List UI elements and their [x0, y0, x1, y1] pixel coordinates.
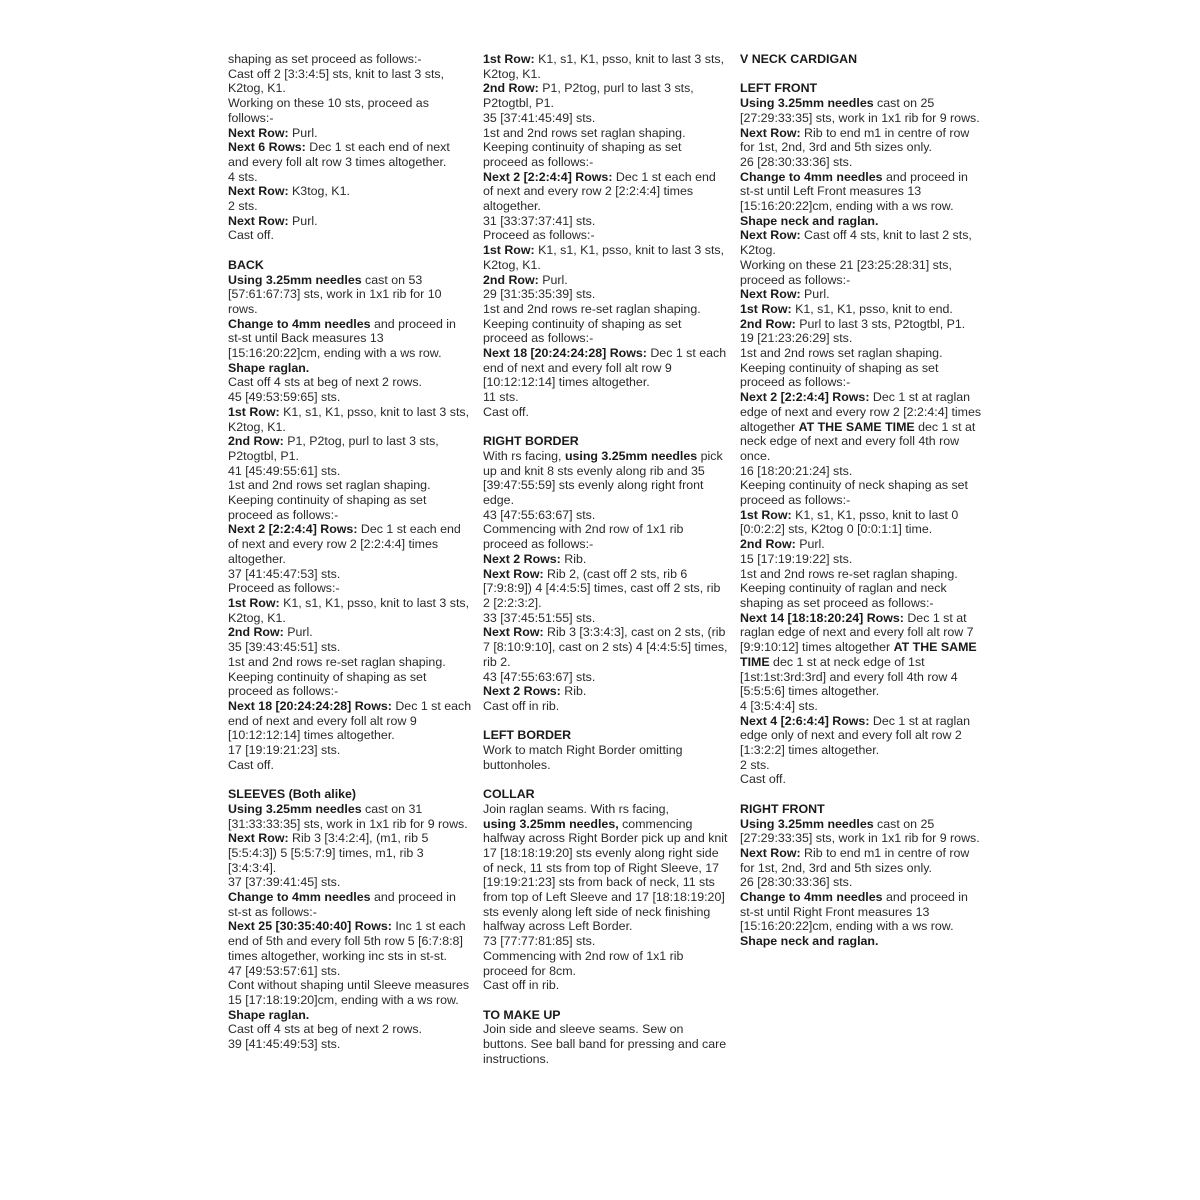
instruction-keyword: Using 3.25mm needles: [740, 96, 874, 111]
section-gap: [740, 67, 985, 82]
instruction-text: Purl.: [288, 125, 318, 140]
instruction-keyword: using 3.25mm needles: [564, 448, 698, 463]
instruction-text: 26 [28:30:33:36] sts.: [740, 875, 853, 890]
instruction-line: [228, 919, 473, 963]
instruction-text: Purl.: [538, 272, 568, 287]
instruction-text: Join raglan seams. With rs facing,: [483, 801, 669, 816]
instruction-text: Cast off 4 sts at beg of next 2 rows.: [228, 1022, 422, 1037]
instruction-line: [228, 478, 473, 493]
instruction-text: K1, s1, K1, psso, knit to last 3 sts, K2tog, K1.: [483, 52, 725, 81]
instruction-text: 31 [33:37:37:41] sts.: [483, 213, 596, 228]
instruction-line: [740, 346, 985, 361]
instruction-line: [483, 817, 728, 935]
instruction-text: 1st and 2nd rows set raglan shaping.: [740, 346, 943, 361]
instruction-line: [483, 81, 728, 110]
instruction-text: K1, s1, K1, psso, knit to last 0 [0:0:2:2] sts, K2tog 0 [0:0:1:1] time.: [740, 507, 959, 537]
instruction-text: Rib.: [560, 551, 587, 566]
instruction-line: [228, 670, 473, 699]
instruction-text: Dec 1 st each end of next and every row 2 [2:2:4:4] times altogether.: [228, 522, 461, 566]
instruction-line: [483, 302, 728, 317]
instruction-text: 33 [37:45:51:55] sts.: [483, 610, 596, 625]
instruction-line: [228, 522, 473, 566]
section-heading: Shape raglan.: [228, 1007, 310, 1022]
instruction-text: Cast off.: [483, 404, 529, 419]
instruction-keyword: Change to 4mm needles: [740, 169, 883, 184]
instruction-keyword: Using 3.25mm needles: [228, 801, 362, 816]
instruction-text: Keeping continuity of shaping as set proceed as follows:-: [740, 360, 939, 390]
instruction-text: P1, P2tog, purl to last 3 sts, P2togtbl, P1.: [228, 434, 439, 463]
instruction-text: Proceed as follows:-: [483, 228, 595, 243]
section-gap: [483, 993, 728, 1008]
instruction-keyword: AT THE SAME TIME: [798, 419, 915, 434]
instruction-text: 1st and 2nd rows re-set raglan shaping.: [740, 566, 958, 581]
instruction-line: [483, 552, 728, 567]
instruction-line: [483, 934, 728, 949]
instruction-text: Inc 1 st each end of 5th and every foll 5th row 5 [6:7:8:8] times altogether, working inc sts in st-st.: [228, 919, 466, 963]
instruction-line: [740, 552, 985, 567]
instruction-text: 37 [37:39:41:45] sts.: [228, 875, 341, 890]
instruction-line: [228, 184, 473, 199]
instruction-line: [483, 52, 728, 81]
instruction-line: [228, 1022, 473, 1037]
instruction-text: 45 [49:53:59:65] sts.: [228, 390, 341, 405]
instruction-line: [228, 699, 473, 743]
instruction-text: commencing halfway across Right Border pick up and knit 17 [18:18:19:20] sts evenly along right side of neck, 11 sts from top of Right Sleeve, 17 [19:19:21:23] sts from back of neck, 11 sts from top of Left Sleeve and 17 [18:18:19:20] sts evenly along left side of neck finishing halfway across Left Border.: [483, 816, 728, 934]
instruction-text: With rs facing,: [483, 448, 565, 463]
instruction-line: [483, 170, 728, 214]
instruction-keyword: 2nd Row:: [483, 272, 539, 287]
instruction-keyword: Next Row:: [483, 566, 544, 581]
instruction-keyword: Next Row:: [740, 845, 801, 860]
section-heading: TO MAKE UP: [483, 1007, 561, 1022]
instruction-text: 2 sts.: [740, 757, 770, 772]
instruction-keyword: Next Row:: [228, 213, 289, 228]
instruction-line: [483, 243, 728, 272]
instruction-text: Dec 1 st each end of next and every foll alt row 9 [10:12:12:14] times altogether.: [228, 698, 472, 743]
instruction-keyword: 1st Row:: [228, 596, 280, 610]
section-heading: V NECK CARDIGAN: [740, 52, 858, 66]
instruction-keyword: Next 14 [18:18:20:24] Rows:: [740, 610, 904, 625]
instruction-line: [740, 875, 985, 890]
instruction-line: [740, 464, 985, 479]
instruction-line: [228, 405, 473, 434]
instruction-text: 19 [21:23:26:29] sts.: [740, 331, 853, 346]
instruction-text: Keeping continuity of shaping as set proceed as follows:-: [483, 316, 682, 346]
instruction-text: and proceed in st-st as follows:-: [228, 890, 456, 919]
instruction-keyword: Next 6 Rows:: [228, 140, 306, 155]
instruction-text: 29 [31:35:35:39] sts.: [483, 287, 596, 302]
instruction-line: [228, 67, 473, 96]
instruction-keyword: Change to 4mm needles: [228, 316, 371, 331]
instruction-line: [740, 228, 985, 257]
instruction-line: [483, 684, 728, 699]
instruction-text: Cast off in rib.: [483, 698, 560, 713]
instruction-text: Purl.: [288, 213, 318, 228]
column-right: [740, 52, 985, 949]
instruction-text: 1st and 2nd rows re-set raglan shaping.: [228, 654, 446, 669]
instruction-text: Keeping continuity of raglan and neck shaping as set proceed as follows:-: [740, 581, 947, 610]
instruction-text: P1, P2tog, purl to last 3 sts, P2togtbl, P1.: [483, 81, 694, 111]
instruction-text: 73 [77:77:81:85] sts.: [483, 934, 596, 949]
section-heading: RIGHT BORDER: [483, 434, 579, 449]
instruction-text: 43 [47:55:63:67] sts.: [483, 507, 596, 522]
instruction-line: [228, 890, 473, 919]
section-heading: SLEEVES (Both alike): [228, 787, 357, 802]
instruction-text: and proceed in st-st until Right Front measures 13 [15:16:20:22]cm, ending with a ws row.: [740, 890, 968, 934]
instruction-keyword: 2nd Row:: [740, 316, 796, 331]
instruction-line: [740, 611, 985, 699]
instruction-line: [740, 287, 985, 302]
instruction-line: [228, 375, 473, 390]
instruction-keyword: Next 25 [30:35:40:40] Rows:: [228, 919, 392, 934]
instruction-line: [228, 214, 473, 229]
instruction-text: Dec 1 st at raglan edge only of next and every foll alt row 2 [1:3:2:2] times altogether.: [740, 713, 971, 758]
section-heading: RIGHT FRONT: [740, 801, 825, 816]
instruction-keyword: Using 3.25mm needles: [228, 272, 362, 287]
instruction-line: [740, 331, 985, 346]
instruction-line: [483, 802, 728, 817]
instruction-text: Working on these 10 sts, proceed as follows:-: [228, 96, 429, 125]
instruction-line: [740, 890, 985, 934]
instruction-line: [740, 390, 985, 464]
instruction-text: Rib 2, (cast off 2 sts, rib 6 [7:9:8:9]) 4 [4:4:5:5] times, cast off 2 sts, rib 2 [2:2:3:2].: [483, 566, 721, 610]
instruction-line: [740, 170, 985, 214]
section-heading: Shape neck and raglan.: [740, 934, 879, 949]
instruction-line: [228, 317, 473, 361]
instruction-line: [228, 596, 473, 625]
instruction-line: [483, 508, 728, 523]
instruction-line: [228, 581, 473, 596]
instruction-keyword: Next 18 [20:24:24:28] Rows:: [228, 698, 392, 713]
instruction-keyword: Next 2 [2:2:4:4] Rows:: [740, 390, 870, 405]
instruction-line: [740, 699, 985, 714]
instruction-line: [483, 317, 728, 346]
instruction-line: [228, 964, 473, 979]
instruction-keyword: Next Row:: [740, 125, 801, 140]
instruction-text: 39 [41:45:49:53] sts.: [228, 1037, 341, 1052]
instruction-keyword: 1st Row:: [740, 301, 792, 316]
instruction-text: Rib 3 [3:3:4:3], cast on 2 sts, (rib 7 [8:10:9:10], cast on 2 sts) 4 [4:4:5:5] times, rib 2.: [483, 625, 728, 669]
instruction-line: [228, 567, 473, 582]
instruction-text: 4 [3:5:4:4] sts.: [740, 698, 818, 713]
instruction-text: Cont without shaping until Sleeve measures 15 [17:18:19:20]cm, ending with a ws row.: [228, 978, 470, 1007]
instruction-line: [483, 743, 728, 772]
instruction-line: [740, 537, 985, 552]
instruction-line: [228, 140, 473, 169]
instruction-text: Cast off 4 sts at beg of next 2 rows.: [228, 375, 422, 390]
instruction-line: [740, 772, 985, 787]
instruction-keyword: 1st Row:: [740, 507, 792, 522]
instruction-keyword: Next Row:: [228, 831, 289, 846]
instruction-line: [740, 155, 985, 170]
instruction-line: [483, 978, 728, 993]
section-heading: Shape raglan.: [228, 360, 310, 375]
section-heading: COLLAR: [483, 787, 535, 802]
instruction-line: [483, 405, 728, 420]
instruction-text: 37 [41:45:47:53] sts.: [228, 566, 341, 581]
section-heading: LEFT BORDER: [483, 728, 572, 743]
instruction-text: 47 [49:53:57:61] sts.: [228, 963, 341, 978]
instruction-keyword: 2nd Row:: [228, 625, 284, 640]
instruction-keyword: Next Row:: [740, 287, 801, 302]
section-gap: [483, 420, 728, 435]
instruction-text: K1, s1, K1, psso, knit to last 3 sts, K2tog, K1.: [228, 404, 470, 434]
instruction-line: [228, 1037, 473, 1052]
instruction-text: Rib to end m1 in centre of row for 1st, 2nd, 3rd and 5th sizes only.: [740, 845, 970, 875]
instruction-text: Purl.: [795, 537, 825, 552]
instruction-text: Keeping continuity of shaping as set proceed as follows:-: [483, 140, 682, 169]
instruction-line: [228, 434, 473, 463]
instruction-text: cast on 53 [57:61:67:73] sts, work in 1x1 rib for 10 rows.: [228, 272, 442, 316]
instruction-line: [228, 390, 473, 405]
instruction-line: [483, 670, 728, 685]
instruction-text: Keeping continuity of shaping as set proceed as follows:-: [228, 669, 427, 699]
instruction-line: [228, 96, 473, 125]
instruction-text: Working on these 21 [23:25:28:31] sts, proceed as follows:-: [740, 257, 952, 287]
instruction-text: cast on 25 [27:29:33:35] sts, work in 1x1 rib for 9 rows.: [740, 96, 980, 125]
instruction-keyword: Next 4 [2:6:4:4] Rows:: [740, 713, 870, 728]
instruction-keyword: Next Row:: [228, 184, 289, 199]
section-heading: Shape neck and raglan.: [740, 213, 879, 228]
instruction-line: [740, 846, 985, 875]
instruction-text: 16 [18:20:21:24] sts.: [740, 463, 853, 478]
section-gap: [228, 243, 473, 258]
instruction-line: [483, 449, 728, 508]
instruction-line: [483, 140, 728, 169]
section-gap: [740, 787, 985, 802]
instruction-text: 1st and 2nd rows re-set raglan shaping.: [483, 301, 701, 316]
instruction-text: Cast off.: [228, 757, 274, 772]
instruction-keyword: Change to 4mm needles: [228, 890, 371, 905]
instruction-keyword: Next 2 [2:2:4:4] Rows:: [483, 169, 613, 184]
instruction-line: [740, 302, 985, 317]
instruction-line: [483, 611, 728, 626]
instruction-line: [740, 758, 985, 773]
instruction-keyword: 2nd Row:: [483, 81, 539, 96]
instruction-line: [228, 655, 473, 670]
instruction-line: [228, 273, 473, 317]
instruction-line: [228, 464, 473, 479]
instruction-text: Dec 1 st at raglan edge of next and every foll alt row 7 [9:9:10:12] times altogether: [740, 610, 974, 655]
instruction-text: 1st and 2nd rows set raglan shaping.: [483, 125, 686, 140]
instruction-keyword: Next 2 Rows:: [483, 551, 561, 566]
instruction-line: [483, 228, 728, 243]
instruction-line: [483, 390, 728, 405]
section-gap: [483, 714, 728, 729]
instruction-keyword: Next 18 [20:24:24:28] Rows:: [483, 346, 647, 361]
instruction-line: [740, 581, 985, 610]
instruction-text: 35 [39:43:45:51] sts.: [228, 640, 341, 655]
instruction-keyword: 1st Row:: [228, 404, 280, 419]
section-heading: BACK: [228, 257, 264, 272]
instruction-line: [228, 831, 473, 875]
instruction-line: [740, 478, 985, 507]
instruction-line: [228, 743, 473, 758]
instruction-line: [740, 817, 985, 846]
instruction-text: Dec 1 st at raglan edge of next and every row 2 [2:2:4:4] times altogether: [740, 390, 982, 434]
instruction-text: 4 sts.: [228, 169, 258, 184]
instruction-keyword: Change to 4mm needles: [740, 890, 883, 905]
instruction-line: [483, 625, 728, 669]
instruction-text: Work to match Right Border omitting buttonholes.: [483, 743, 683, 772]
instruction-text: Purl.: [283, 625, 313, 640]
instruction-text: 41 [45:49:55:61] sts.: [228, 463, 341, 478]
instruction-text: Dec 1 st each end of next and every foll alt row 9 [10:12:12:14] times altogether.: [483, 346, 727, 390]
instruction-line: [228, 758, 473, 773]
instruction-keyword: Next 2 Rows:: [483, 684, 561, 699]
instruction-text: 1st and 2nd rows set raglan shaping.: [228, 478, 431, 493]
instruction-line: [740, 258, 985, 287]
instruction-line: [228, 640, 473, 655]
instruction-text: dec 1 st at neck edge of 1st [1st:1st:3rd:3rd] and every foll 4th row 4 [5:5:5:6] times altogether.: [740, 654, 958, 699]
instruction-text: and proceed in st-st until Back measures 13 [15:16:20:22]cm, ending with a ws row.: [228, 316, 456, 361]
instruction-keyword: Next Row:: [740, 228, 801, 243]
instruction-line: [740, 714, 985, 758]
instruction-line: [483, 111, 728, 126]
instruction-text: Join side and sleeve seams. Sew on buttons. See ball band for pressing and care instructions.: [483, 1022, 727, 1066]
instruction-keyword: 1st Row:: [483, 243, 535, 258]
instruction-text: 35 [37:41:45:49] sts.: [483, 110, 596, 125]
instruction-line: [228, 978, 473, 1007]
instruction-line: [483, 949, 728, 978]
instruction-text: 17 [19:19:21:23] sts.: [228, 743, 341, 758]
instruction-line: [740, 96, 985, 125]
instruction-line: [228, 170, 473, 185]
instruction-line: [228, 52, 473, 67]
instruction-line: [483, 1022, 728, 1066]
column-middle: [483, 52, 728, 1066]
instruction-text: 2 sts.: [228, 199, 258, 214]
instruction-line: [483, 699, 728, 714]
instruction-line: [228, 199, 473, 214]
instruction-keyword: 2nd Row:: [228, 434, 284, 449]
section-gap: [228, 772, 473, 787]
instruction-text: Rib to end m1 in centre of row for 1st, 2nd, 3rd and 5th sizes only.: [740, 125, 970, 155]
instruction-line: [483, 522, 728, 551]
instruction-line: [228, 493, 473, 522]
instruction-text: Keeping continuity of neck shaping as set proceed as follows:-: [740, 478, 968, 508]
instruction-text: Purl.: [800, 287, 830, 302]
instruction-line: [228, 126, 473, 141]
instruction-text: Rib.: [560, 684, 587, 699]
column-left: [228, 52, 473, 1052]
instruction-line: [483, 273, 728, 288]
instruction-text: Rib 3 [3:4:2:4], (m1, rib 5 [5:5:4:3]) 5 [5:5:7:9] times, m1, rib 3 [3:4:3:4].: [228, 831, 429, 875]
instruction-keyword: using 3.25mm needles,: [483, 816, 619, 831]
instruction-line: [483, 287, 728, 302]
instruction-line: [228, 625, 473, 640]
instruction-text: Proceed as follows:-: [228, 581, 340, 596]
instruction-text: Commencing with 2nd row of 1x1 rib proceed for 8cm.: [483, 948, 684, 978]
instruction-text: Keeping continuity of shaping as set proceed as follows:-: [228, 493, 427, 522]
instruction-text: pick up and knit 8 sts evenly along rib and 35 [39:47:55:59] sts evenly along right front edge.: [483, 448, 723, 508]
instruction-text: 43 [47:55:63:67] sts.: [483, 669, 596, 684]
instruction-line: [740, 567, 985, 582]
instruction-keyword: Next 2 [2:2:4:4] Rows:: [228, 522, 358, 537]
instruction-text: and proceed in st-st until Left Front measures 13 [15:16:20:22]cm, ending with a ws row.: [740, 169, 968, 214]
instruction-text: 15 [17:19:19:22] sts.: [740, 551, 853, 566]
instruction-line: [228, 228, 473, 243]
instruction-keyword: Next Row:: [483, 625, 544, 640]
instruction-line: [740, 508, 985, 537]
section-heading: LEFT FRONT: [740, 81, 818, 96]
instruction-text: K1, s1, K1, psso, knit to last 3 sts, K2tog, K1.: [483, 243, 725, 272]
instruction-line: [483, 346, 728, 390]
instruction-text: cast on 31 [31:33:33:35] sts, work in 1x1 rib for 9 rows.: [228, 801, 468, 831]
instruction-line: [483, 567, 728, 611]
instruction-line: [228, 802, 473, 831]
instruction-text: K1, s1, K1, psso, knit to end.: [791, 301, 953, 316]
section-gap: [483, 772, 728, 787]
instruction-text: Cast off in rib.: [483, 978, 560, 993]
instruction-line: [228, 875, 473, 890]
instruction-text: Cast off.: [740, 772, 786, 787]
instruction-keyword: Next Row:: [228, 125, 289, 140]
instruction-text: shaping as set proceed as follows:-: [228, 52, 422, 66]
instruction-text: Dec 1 st each end of next and every row 2 [2:2:4:4] times altogether.: [483, 169, 716, 214]
instruction-keyword: 1st Row:: [483, 52, 535, 66]
instruction-line: [740, 317, 985, 332]
instruction-text: Cast off 4 sts, knit to last 2 sts, K2tog.: [740, 228, 972, 258]
instruction-text: Purl to last 3 sts, P2togtbl, P1.: [795, 316, 966, 331]
instruction-text: 26 [28:30:33:36] sts.: [740, 154, 853, 169]
instruction-line: [740, 361, 985, 390]
instruction-line: [740, 126, 985, 155]
instruction-text: cast on 25 [27:29:33:35] sts, work in 1x1 rib for 9 rows.: [740, 816, 980, 846]
instruction-text: Cast off.: [228, 228, 274, 243]
instruction-keyword: AT THE SAME TIME: [740, 640, 977, 669]
instruction-keyword: Using 3.25mm needles: [740, 816, 874, 831]
instruction-text: dec 1 st at neck edge of next and every foll 4th row once.: [740, 419, 976, 463]
instruction-text: Dec 1 st each end of next and every foll alt row 3 times altogether.: [228, 140, 450, 169]
instruction-text: 11 sts.: [483, 390, 519, 405]
instruction-text: Cast off 2 [3:3:4:5] sts, knit to last 3 sts, K2tog, K1.: [228, 66, 445, 96]
instruction-line: [483, 214, 728, 229]
instruction-keyword: 2nd Row:: [740, 537, 796, 552]
instruction-text: K3tog, K1.: [288, 184, 350, 199]
instruction-line: [483, 126, 728, 141]
instruction-text: Commencing with 2nd row of 1x1 rib proceed as follows:-: [483, 522, 684, 552]
instruction-text: K1, s1, K1, psso, knit to last 3 sts, K2tog, K1.: [228, 596, 470, 625]
